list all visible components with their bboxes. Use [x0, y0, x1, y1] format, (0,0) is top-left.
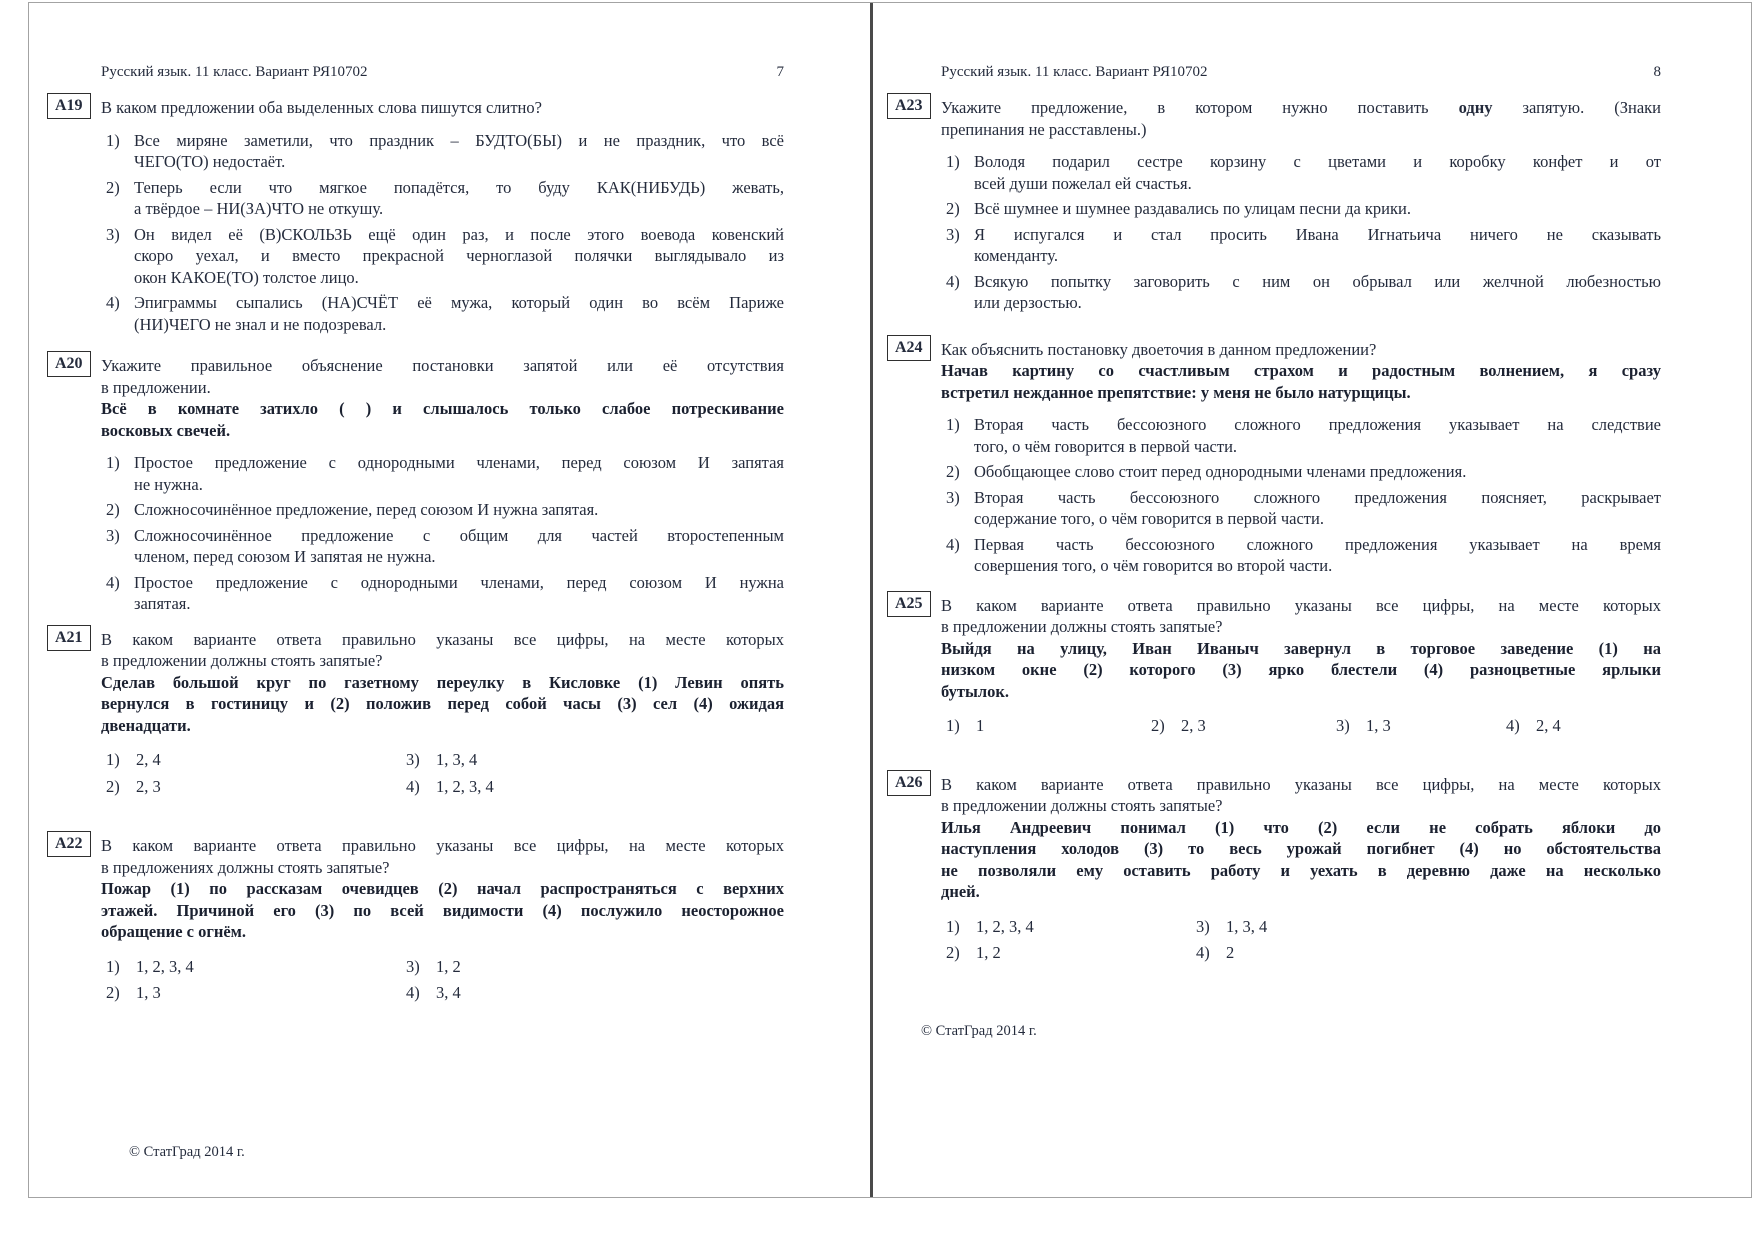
option-text — [974, 414, 1661, 457]
option-text: 1, 2, 3, 4 — [436, 776, 494, 796]
text-segment: в предложении. — [101, 377, 211, 397]
option-3 — [106, 525, 784, 568]
option-text — [974, 271, 1661, 314]
option-text-line: содержание того, о чём говорится в первой части. — [974, 509, 1324, 528]
option-text-line: а твёрдое – НИ(ЗА)ЧТО не откушу. — [134, 199, 384, 218]
option-marker: 1) — [946, 415, 960, 434]
option-3 — [946, 487, 1661, 530]
question-a26 — [895, 773, 1661, 969]
question-statement — [101, 878, 784, 943]
option-text-line: Володя подарил сестре корзину с цветами и коробку конфет и от — [974, 152, 1661, 171]
question-statement — [941, 638, 1661, 703]
option-text-line: Вторая часть бессоюзного сложного предложения указывает на следствие — [974, 415, 1661, 434]
question-a24 — [895, 338, 1661, 577]
page-left — [29, 3, 870, 1197]
option-text-line: окон КАКОЕ(ТО) толстое лицо. — [134, 267, 359, 287]
option-text — [134, 499, 784, 521]
option-text — [134, 130, 784, 173]
option-text: 2, 4 — [136, 750, 161, 769]
page-header-title: Русский язык. 11 класс. Вариант РЯ10702 — [941, 64, 1208, 80]
question-prompt — [941, 339, 1661, 361]
statement-line: восковых свечей. — [101, 420, 231, 440]
option-marker: 2) — [106, 500, 120, 519]
option-2 — [106, 499, 784, 521]
option-text-line: Всё шумнее и шумнее раздавались по улицам песни да крики. — [974, 199, 1411, 218]
options-column — [1336, 715, 1506, 742]
options-columns — [106, 749, 784, 802]
options-column — [1196, 916, 1267, 969]
option-marker: 3) — [406, 956, 420, 976]
option-4 — [946, 534, 1661, 577]
question-prompt-line — [101, 650, 784, 672]
option-marker: 2) — [946, 943, 960, 962]
questions-left — [55, 97, 784, 1009]
option-1 — [106, 452, 784, 495]
option-1 — [106, 749, 406, 771]
option-4 — [106, 572, 784, 615]
option-4 — [106, 292, 784, 335]
option-text-line: не нужна. — [134, 474, 203, 494]
option-text: 2, 3 — [1181, 716, 1206, 735]
option-text-line: Вторая часть бессоюзного сложного предложения поясняет, раскрывает — [974, 487, 1661, 507]
option-2 — [946, 461, 1661, 483]
options-column — [946, 715, 1151, 742]
statement-line: встретил нежданное препятствие: у меня не было натурщицы. — [941, 382, 1411, 402]
option-marker: 4) — [1196, 943, 1210, 962]
statement-line: низком окне (2) которого (3) ярко блестели (4) разноцветные ярлыки — [941, 660, 1661, 679]
option-text-line: запятая. — [134, 594, 191, 613]
text-segment: В каком варианте ответа правильно указаны все цифры, на месте которых — [101, 629, 784, 649]
text-segment: Как объяснить постановку двоеточия в данном предложении? — [941, 339, 1377, 359]
option-text: 1, 2, 3, 4 — [136, 956, 194, 976]
option-marker: 1) — [946, 916, 960, 936]
option-1 — [946, 151, 1661, 194]
option-marker: 2) — [946, 199, 960, 218]
question-statement — [101, 672, 784, 737]
option-text — [134, 292, 784, 335]
options-list — [946, 414, 1661, 577]
option-marker: 4) — [106, 572, 120, 592]
page-header — [941, 63, 1661, 81]
option-marker: 4) — [946, 534, 960, 554]
page-number: 8 — [1653, 64, 1661, 80]
option-3 — [946, 224, 1661, 267]
option-text-line: Первая часть бессоюзного сложного предложения указывает на время — [974, 534, 1661, 554]
question-number-box: А20 — [47, 351, 91, 377]
option-text: 1, 2 — [976, 943, 1001, 962]
option-text-line: Всякую попытку заговорить с ним он обрывал или желчной любезностью — [974, 271, 1661, 291]
question-statement — [941, 360, 1661, 403]
option-text-line: Обобщающее слово стоит перед однородными членами предложения. — [974, 462, 1467, 481]
option-text — [134, 572, 784, 615]
question-prompt-line — [101, 629, 784, 651]
statement-line: дней. — [941, 882, 980, 901]
statement-line: наступления холодов (3) то весь урожай погибнет (4) но обстоятельства — [941, 839, 1661, 858]
option-2 — [946, 942, 1196, 964]
option-marker: 3) — [946, 224, 960, 244]
option-text: 1, 3 — [136, 983, 161, 1002]
document-viewport — [28, 2, 1752, 1198]
option-text — [134, 525, 784, 568]
question-prompt — [941, 97, 1661, 140]
option-text-line: Я испугался и стал просить Ивана Игнатьича ничего не сказывать — [974, 224, 1661, 244]
option-3 — [1196, 916, 1267, 938]
option-text: 1, 3, 4 — [1226, 916, 1268, 936]
option-text-line: Эпиграммы сыпались (НА)СЧЁТ её мужа, который один во всём Париже — [134, 293, 784, 312]
options-column — [946, 916, 1196, 969]
bold-word: одну — [1458, 98, 1493, 117]
question-prompt-line — [101, 835, 784, 857]
question-a19 — [55, 97, 784, 335]
option-marker: 3) — [1196, 916, 1210, 936]
option-marker: 1) — [106, 750, 120, 769]
question-a22 — [55, 835, 784, 1009]
options-column — [406, 749, 494, 802]
option-text — [974, 461, 1661, 483]
question-number-box: А21 — [47, 625, 91, 651]
options-column — [1151, 715, 1336, 742]
option-3 — [406, 956, 461, 978]
options-column — [106, 749, 406, 802]
option-marker: 1) — [946, 152, 960, 171]
text-segment: в предложении должны стоять запятые? — [941, 617, 1223, 636]
options-columns — [946, 715, 1661, 742]
option-4 — [1196, 942, 1267, 964]
option-text-line: Он видел её (В)СКОЛЬЗЬ ещё один раз, и после этого воевода ковенский — [134, 224, 784, 244]
question-prompt — [941, 595, 1661, 638]
option-3 — [406, 749, 494, 771]
options-column — [406, 956, 461, 1009]
statement-line: не позволяли ему оставить работу и уехать в деревню даже на несколько — [941, 860, 1661, 880]
option-2 — [106, 776, 406, 798]
option-text — [974, 487, 1661, 530]
option-2 — [106, 177, 784, 220]
text-segment: В каком предложении оба выделенных слова пишутся слитно? — [101, 98, 542, 117]
option-text-line: Все миряне заметили, что праздник – БУДТО(БЫ) и не праздник, что всё — [134, 130, 784, 150]
options-column — [1506, 715, 1561, 742]
options-list — [946, 151, 1661, 314]
option-marker: 1) — [106, 130, 120, 150]
option-text-line: Простое предложение с однородными членами, перед союзом И нужна — [134, 572, 784, 592]
option-text — [974, 224, 1661, 267]
page-header — [101, 63, 784, 81]
question-prompt-line — [941, 774, 1661, 796]
option-marker: 1) — [106, 956, 120, 976]
question-a25 — [895, 594, 1661, 742]
option-marker: 3) — [946, 487, 960, 507]
option-1 — [946, 414, 1661, 457]
option-marker: 3) — [106, 525, 120, 545]
option-text-line: Простое предложение с однородными членами, перед союзом И запятая — [134, 453, 784, 472]
question-a23 — [895, 97, 1661, 314]
statement-line: Всё в комнате затихло ( ) и слышалось только слабое потрескивание — [101, 399, 784, 418]
option-marker: 4) — [406, 983, 420, 1002]
question-number-box: А24 — [887, 335, 931, 361]
option-text-line: членом, перед союзом И запятая не нужна. — [134, 547, 436, 566]
option-text-line: (НИ)ЧЕГО не знал и не подозревал. — [134, 314, 387, 334]
question-number-box: А23 — [887, 93, 931, 119]
statement-line: Начав картину со счастливым страхом и радостным волнением, я сразу — [941, 361, 1661, 380]
option-1 — [106, 956, 406, 978]
option-text — [974, 198, 1661, 220]
option-text-line: коменданту. — [974, 246, 1058, 265]
option-marker: 2) — [106, 776, 120, 796]
question-prompt-line — [941, 595, 1661, 617]
option-marker: 3) — [406, 750, 420, 769]
page-footer: © СтатГрад 2014 г. — [129, 1144, 245, 1160]
option-marker: 2) — [946, 462, 960, 481]
option-marker: 4) — [406, 776, 420, 796]
page-number: 7 — [776, 64, 784, 80]
question-prompt — [101, 97, 784, 119]
option-marker: 2) — [106, 177, 120, 197]
question-prompt — [101, 629, 784, 672]
question-prompt-line — [941, 97, 1661, 119]
options-column — [106, 956, 406, 1009]
question-prompt-line — [101, 857, 784, 879]
option-marker: 2) — [106, 983, 120, 1002]
option-text-line: скоро уехал, и вместо прекрасной черноглазой полячки выглядывало из — [134, 246, 784, 265]
page-header-title: Русский язык. 11 класс. Вариант РЯ10702 — [101, 64, 368, 80]
option-4 — [406, 776, 494, 798]
question-prompt-line — [101, 97, 784, 119]
option-text: 3, 4 — [436, 983, 461, 1002]
option-text-line: того, о чём говорится в первой части. — [974, 436, 1238, 456]
questions-right — [895, 97, 1661, 969]
option-text-line: всей души пожелал ей счастья. — [974, 173, 1192, 193]
question-prompt-line — [941, 119, 1661, 141]
question-a21 — [55, 628, 784, 803]
option-marker: 1) — [106, 453, 120, 472]
statement-line: вернулся в гостиницу и (2) положив перед собой часы (3) сел (4) ожидая — [101, 694, 784, 713]
option-text: 1, 3 — [1366, 716, 1391, 735]
option-2 — [1151, 715, 1336, 737]
option-text — [134, 452, 784, 495]
option-4 — [1506, 715, 1561, 737]
option-3 — [1336, 715, 1506, 737]
option-text: 1, 3, 4 — [436, 750, 478, 769]
question-number-box: А25 — [887, 591, 931, 617]
question-prompt-line — [101, 377, 784, 399]
question-prompt-line — [101, 355, 784, 377]
option-text: 2, 3 — [136, 776, 161, 796]
statement-line: Илья Андреевич понимал (1) что (2) если не собрать яблоки до — [941, 817, 1661, 837]
option-text — [134, 224, 784, 289]
option-text — [134, 177, 784, 220]
question-statement — [941, 817, 1661, 903]
option-marker: 2) — [1151, 716, 1165, 735]
question-number-box: А19 — [47, 93, 91, 119]
page-right — [873, 3, 1751, 1197]
option-text-line: ЧЕГО(ТО) недостаёт. — [134, 152, 286, 171]
text-segment: Укажите правильное объяснение постановки запятой или её отсутствия — [101, 356, 784, 375]
option-marker: 3) — [1336, 716, 1350, 735]
option-3 — [106, 224, 784, 289]
statement-line: Выйдя на улицу, Иван Иваныч завернул в торговое заведение (1) на — [941, 638, 1661, 658]
text-segment: в предложении должны стоять запятые? — [941, 796, 1223, 815]
text-segment: в предложениях должны стоять запятые? — [101, 857, 390, 877]
statement-line: Пожар (1) по рассказам очевидцев (2) начал распространяться с верхних — [101, 879, 784, 898]
question-prompt — [101, 835, 784, 878]
page-footer: © СтатГрад 2014 г. — [921, 1023, 1037, 1039]
option-text — [974, 151, 1661, 194]
option-text-line: Теперь если что мягкое попадётся, то буду КАК(НИБУДЬ) жевать, — [134, 177, 784, 197]
question-prompt-line — [941, 795, 1661, 817]
text-segment: Укажите предложение, в котором нужно поставить — [941, 98, 1459, 117]
statement-line: двенадцати. — [101, 715, 191, 735]
option-text: 2, 4 — [1536, 716, 1561, 735]
option-4 — [946, 271, 1661, 314]
statement-line: бутылок. — [941, 681, 1009, 701]
statement-line: этажей. Причиной его (3) по всей видимости (4) послужило неосторожное — [101, 900, 784, 920]
question-prompt-line — [941, 616, 1661, 638]
question-a20 — [55, 355, 784, 615]
text-segment: запятую. (Знаки — [1492, 98, 1661, 117]
options-columns — [106, 956, 784, 1009]
option-text-line: или дерзостью. — [974, 293, 1082, 312]
options-list — [106, 452, 784, 615]
option-text: 1 — [976, 716, 985, 735]
option-marker: 4) — [106, 293, 120, 312]
option-text — [974, 534, 1661, 577]
option-marker: 4) — [946, 271, 960, 291]
option-2 — [946, 198, 1661, 220]
option-text-line: совершения того, о чём говорится во второй части. — [974, 556, 1333, 575]
option-text: 1, 2, 3, 4 — [976, 916, 1034, 936]
statement-line: Сделав большой круг по газетному переулку в Кисловке (1) Левин опять — [101, 672, 784, 692]
question-number-box: А22 — [47, 831, 91, 857]
option-text-line: Сложносочинённое предложение с общим для частей второстепенным — [134, 525, 784, 545]
text-segment: препинания не расставлены.) — [941, 119, 1147, 139]
text-segment: В каком варианте ответа правильно указаны все цифры, на месте которых — [101, 836, 784, 855]
option-marker: 3) — [106, 224, 120, 244]
question-number-box: А26 — [887, 770, 931, 796]
text-segment: в предложении должны стоять запятые? — [101, 651, 383, 670]
statement-line: обращение с огнём. — [101, 922, 247, 941]
question-statement — [101, 398, 784, 441]
text-segment: В каком варианте ответа правильно указаны все цифры, на месте которых — [941, 595, 1661, 615]
text-segment: В каком варианте ответа правильно указаны все цифры, на месте которых — [941, 774, 1661, 794]
option-2 — [106, 982, 406, 1004]
option-text: 1, 2 — [436, 956, 461, 976]
question-prompt — [101, 355, 784, 398]
option-marker: 4) — [1506, 716, 1520, 735]
question-prompt-line — [941, 339, 1661, 361]
question-prompt — [941, 774, 1661, 817]
options-list — [106, 130, 784, 336]
option-1 — [946, 715, 1151, 737]
option-text-line: Сложносочинённое предложение, перед союзом И нужна запятая. — [134, 500, 599, 519]
option-marker: 1) — [946, 716, 960, 735]
option-4 — [406, 982, 461, 1004]
option-1 — [946, 916, 1196, 938]
options-columns — [946, 916, 1661, 969]
option-text: 2 — [1226, 943, 1235, 962]
option-1 — [106, 130, 784, 173]
